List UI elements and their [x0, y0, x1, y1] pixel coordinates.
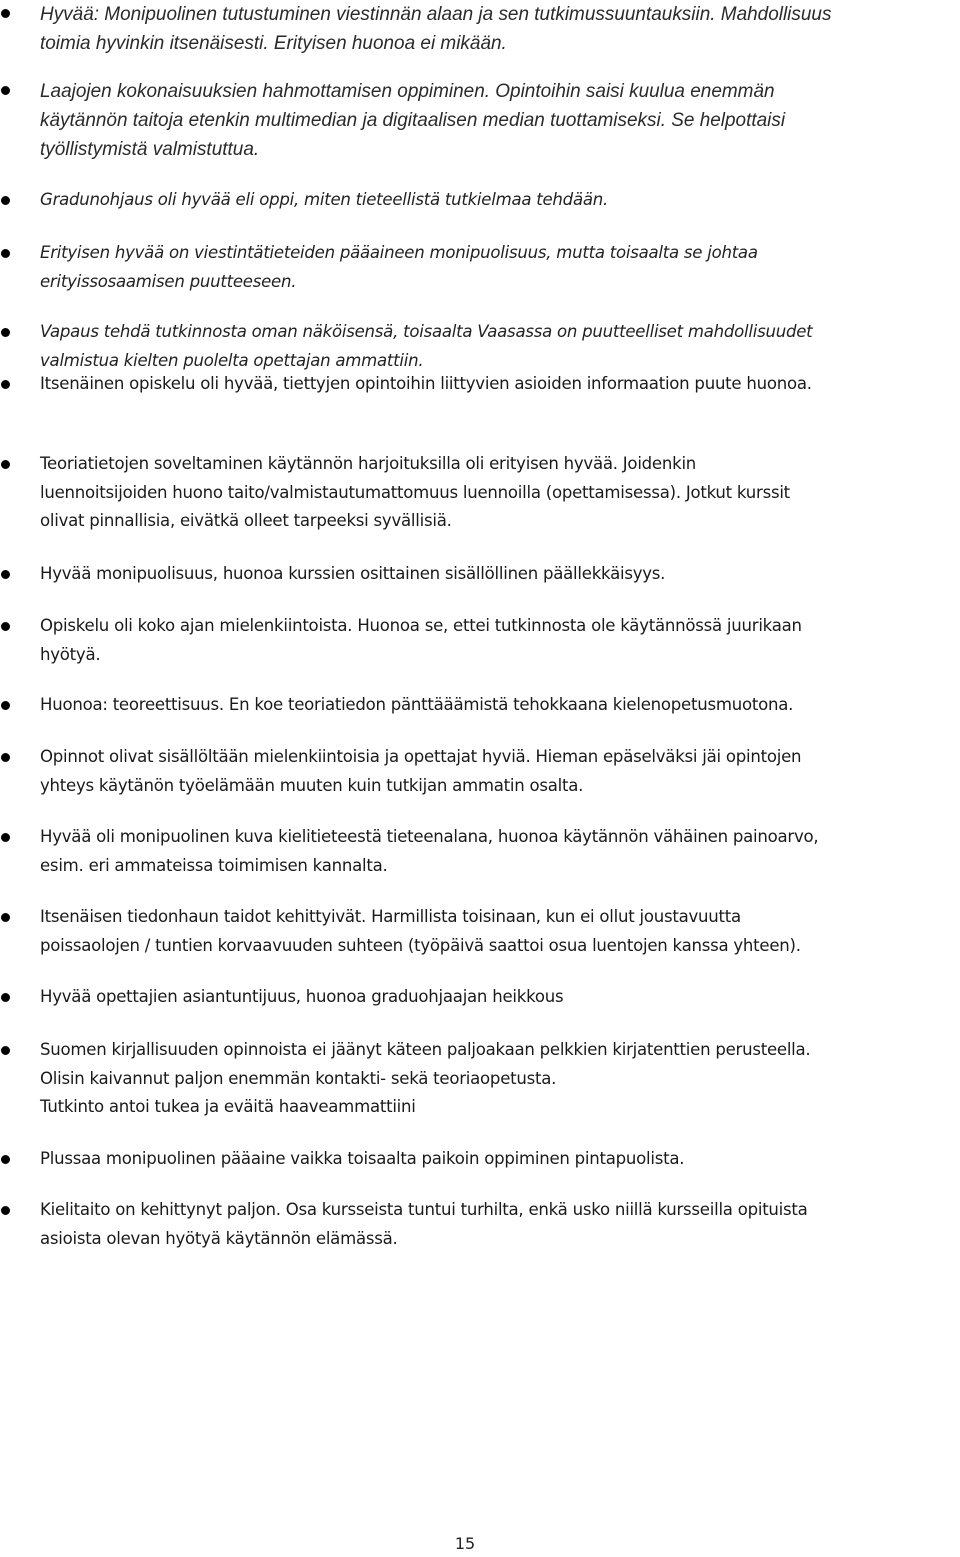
text-line: Opiskelu oli koko ajan mielenkiintoista. Huonoa se, ettei tutkinnosta ole käytännössä juurikaan	[40, 616, 802, 635]
text-line: yhteys käytänön työelämään muuten kuin tutkijan ammatin osalta.	[40, 775, 584, 795]
text-line: Gradunohjaus oli hyvää eli oppi, miten tieteellistä tutkielmaa tehdään.	[40, 190, 608, 209]
text-line: erityissosaamisen puutteeseen.	[40, 271, 297, 291]
list-item-text	[40, 0, 960, 58]
list-item-text	[40, 370, 960, 399]
text-line: Hyvää: Monipuolinen tutustuminen viestinnän alaan ja sen tutkimussuuntauksiin. Mahdollisuus	[40, 4, 832, 25]
list-item-text	[40, 560, 960, 589]
bullet-icon	[1, 1155, 10, 1164]
text-line: Laajojen kokonaisuuksien hahmottamisen oppiminen. Opintoihin saisi kuulua enemmän	[40, 81, 775, 102]
text-line: Vapaus tehdä tutkinnosta oman näköisensä, toisaalta Vaasassa on puutteelliset mahdollisuudet	[40, 322, 813, 341]
bullet-icon	[1, 622, 10, 631]
bullet-icon	[1, 86, 10, 95]
page-number: 15	[454, 1534, 476, 1553]
text-line: olivat pinnallisia, eivätkä olleet tarpeeksi syvällisiä.	[40, 511, 452, 530]
text-line: työllistymistä valmistuttua.	[40, 139, 260, 160]
text-line: toimia hyvinkin itsenäisesti. Erityisen huonoa ei mikään.	[40, 33, 507, 54]
text-line: esim. eri ammateissa toimimisen kannalta.	[40, 855, 388, 875]
list-item-text	[40, 318, 960, 375]
bullet-icon	[1, 249, 10, 258]
text-line: Huonoa: teoreettisuus. En koe teoriatiedon pänttääämistä tehokkaana kielenopetusmuotona.	[40, 695, 794, 714]
bullet-icon	[1, 913, 10, 922]
text-line: Opinnot olivat sisällöltään mielenkiintoisia ja opettajat hyviä. Hieman epäselväksi jäi opintojen	[40, 747, 802, 766]
bullet-icon	[1, 9, 10, 18]
list-item-text	[40, 239, 960, 296]
text-line: Hyvää oli monipuolinen kuva kielitieteestä tieteenalana, huonoa käytännön vähäinen painoarvo,	[40, 827, 819, 846]
text-line: Plussaa monipuolinen pääaine vaikka toisaalta paikoin oppiminen pintapuolista.	[40, 1149, 685, 1168]
list-item-text	[40, 903, 960, 960]
bullet-icon	[1, 1046, 10, 1055]
text-line: asioista olevan hyötyä käytännön elämässä.	[40, 1228, 398, 1248]
list-item-text	[40, 691, 960, 720]
bullet-icon	[1, 196, 10, 205]
bullet-icon	[1, 1206, 10, 1215]
list-item-text	[40, 1145, 960, 1174]
bullet-icon	[1, 570, 10, 579]
text-line: Erityisen hyvää on viestintätieteiden pääaineen monipuolisuus, mutta toisaalta se johtaa	[40, 243, 758, 262]
text-line: valmistua kielten puolelta opettajan ammattiin.	[40, 350, 424, 370]
text-line: hyötyä.	[40, 644, 101, 664]
text-line: Olisin kaivannut paljon enemmän kontakti- sekä teoriaopetusta.	[40, 1068, 557, 1088]
bullet-icon	[1, 701, 10, 710]
bullet-icon	[1, 328, 10, 337]
text-line: Teoriatietojen soveltaminen käytännön harjoituksilla oli erityisen hyvää. Joidenkin	[40, 454, 697, 473]
list-item-text	[40, 1196, 960, 1253]
text-line: Suomen kirjallisuuden opinnoista ei jäänyt käteen paljoakaan pelkkien kirjatenttien perusteella.	[40, 1040, 811, 1059]
bullet-icon	[1, 380, 10, 389]
text-line: poissaolojen / tuntien korvaavuuden suhteen (työpäivä saattoi osua luentojen kanssa yhteen).	[40, 935, 801, 955]
list-item-text	[40, 77, 960, 164]
list-item-text	[40, 186, 960, 215]
text-line: Itsenäinen opiskelu oli hyvää, tiettyjen opintoihin liittyvien asioiden informaation puute huonoa.	[40, 374, 812, 393]
list-item-text	[40, 743, 960, 800]
text-line: Itsenäisen tiedonhaun taidot kehittyivät. Harmillista toisinaan, kun ei ollut joustavuutta	[40, 907, 741, 926]
bullet-icon	[1, 993, 10, 1002]
text-line: Tutkinto antoi tukea ja eväitä haaveammattiini	[40, 1097, 416, 1116]
bullet-icon	[1, 833, 10, 842]
list-item-text	[40, 983, 960, 1012]
text-line: Hyvää monipuolisuus, huonoa kurssien osittainen sisällöllinen päällekkäisyys.	[40, 564, 666, 583]
list-item-text	[40, 612, 960, 669]
list-item-text	[40, 1036, 960, 1122]
bullet-icon	[1, 753, 10, 762]
bullet-icon	[1, 460, 10, 469]
text-line: luennoitsijoiden huono taito/valmistautumattomuus luennoilla (opettamisessa). Jotkut kurssit	[40, 482, 790, 502]
list-item-text	[40, 823, 960, 880]
text-line: Kielitaito on kehittynyt paljon. Osa kursseista tuntui turhilta, enkä usko niillä kursseilla opituista	[40, 1200, 808, 1219]
list-item-text	[40, 450, 960, 536]
text-line: Hyvää opettajien asiantuntijuus, huonoa graduohjaajan heikkous	[40, 987, 564, 1006]
text-line: käytännön taitoja etenkin multimedian ja digitaalisen median tuottamiseksi. Se helpottaisi	[40, 110, 786, 131]
